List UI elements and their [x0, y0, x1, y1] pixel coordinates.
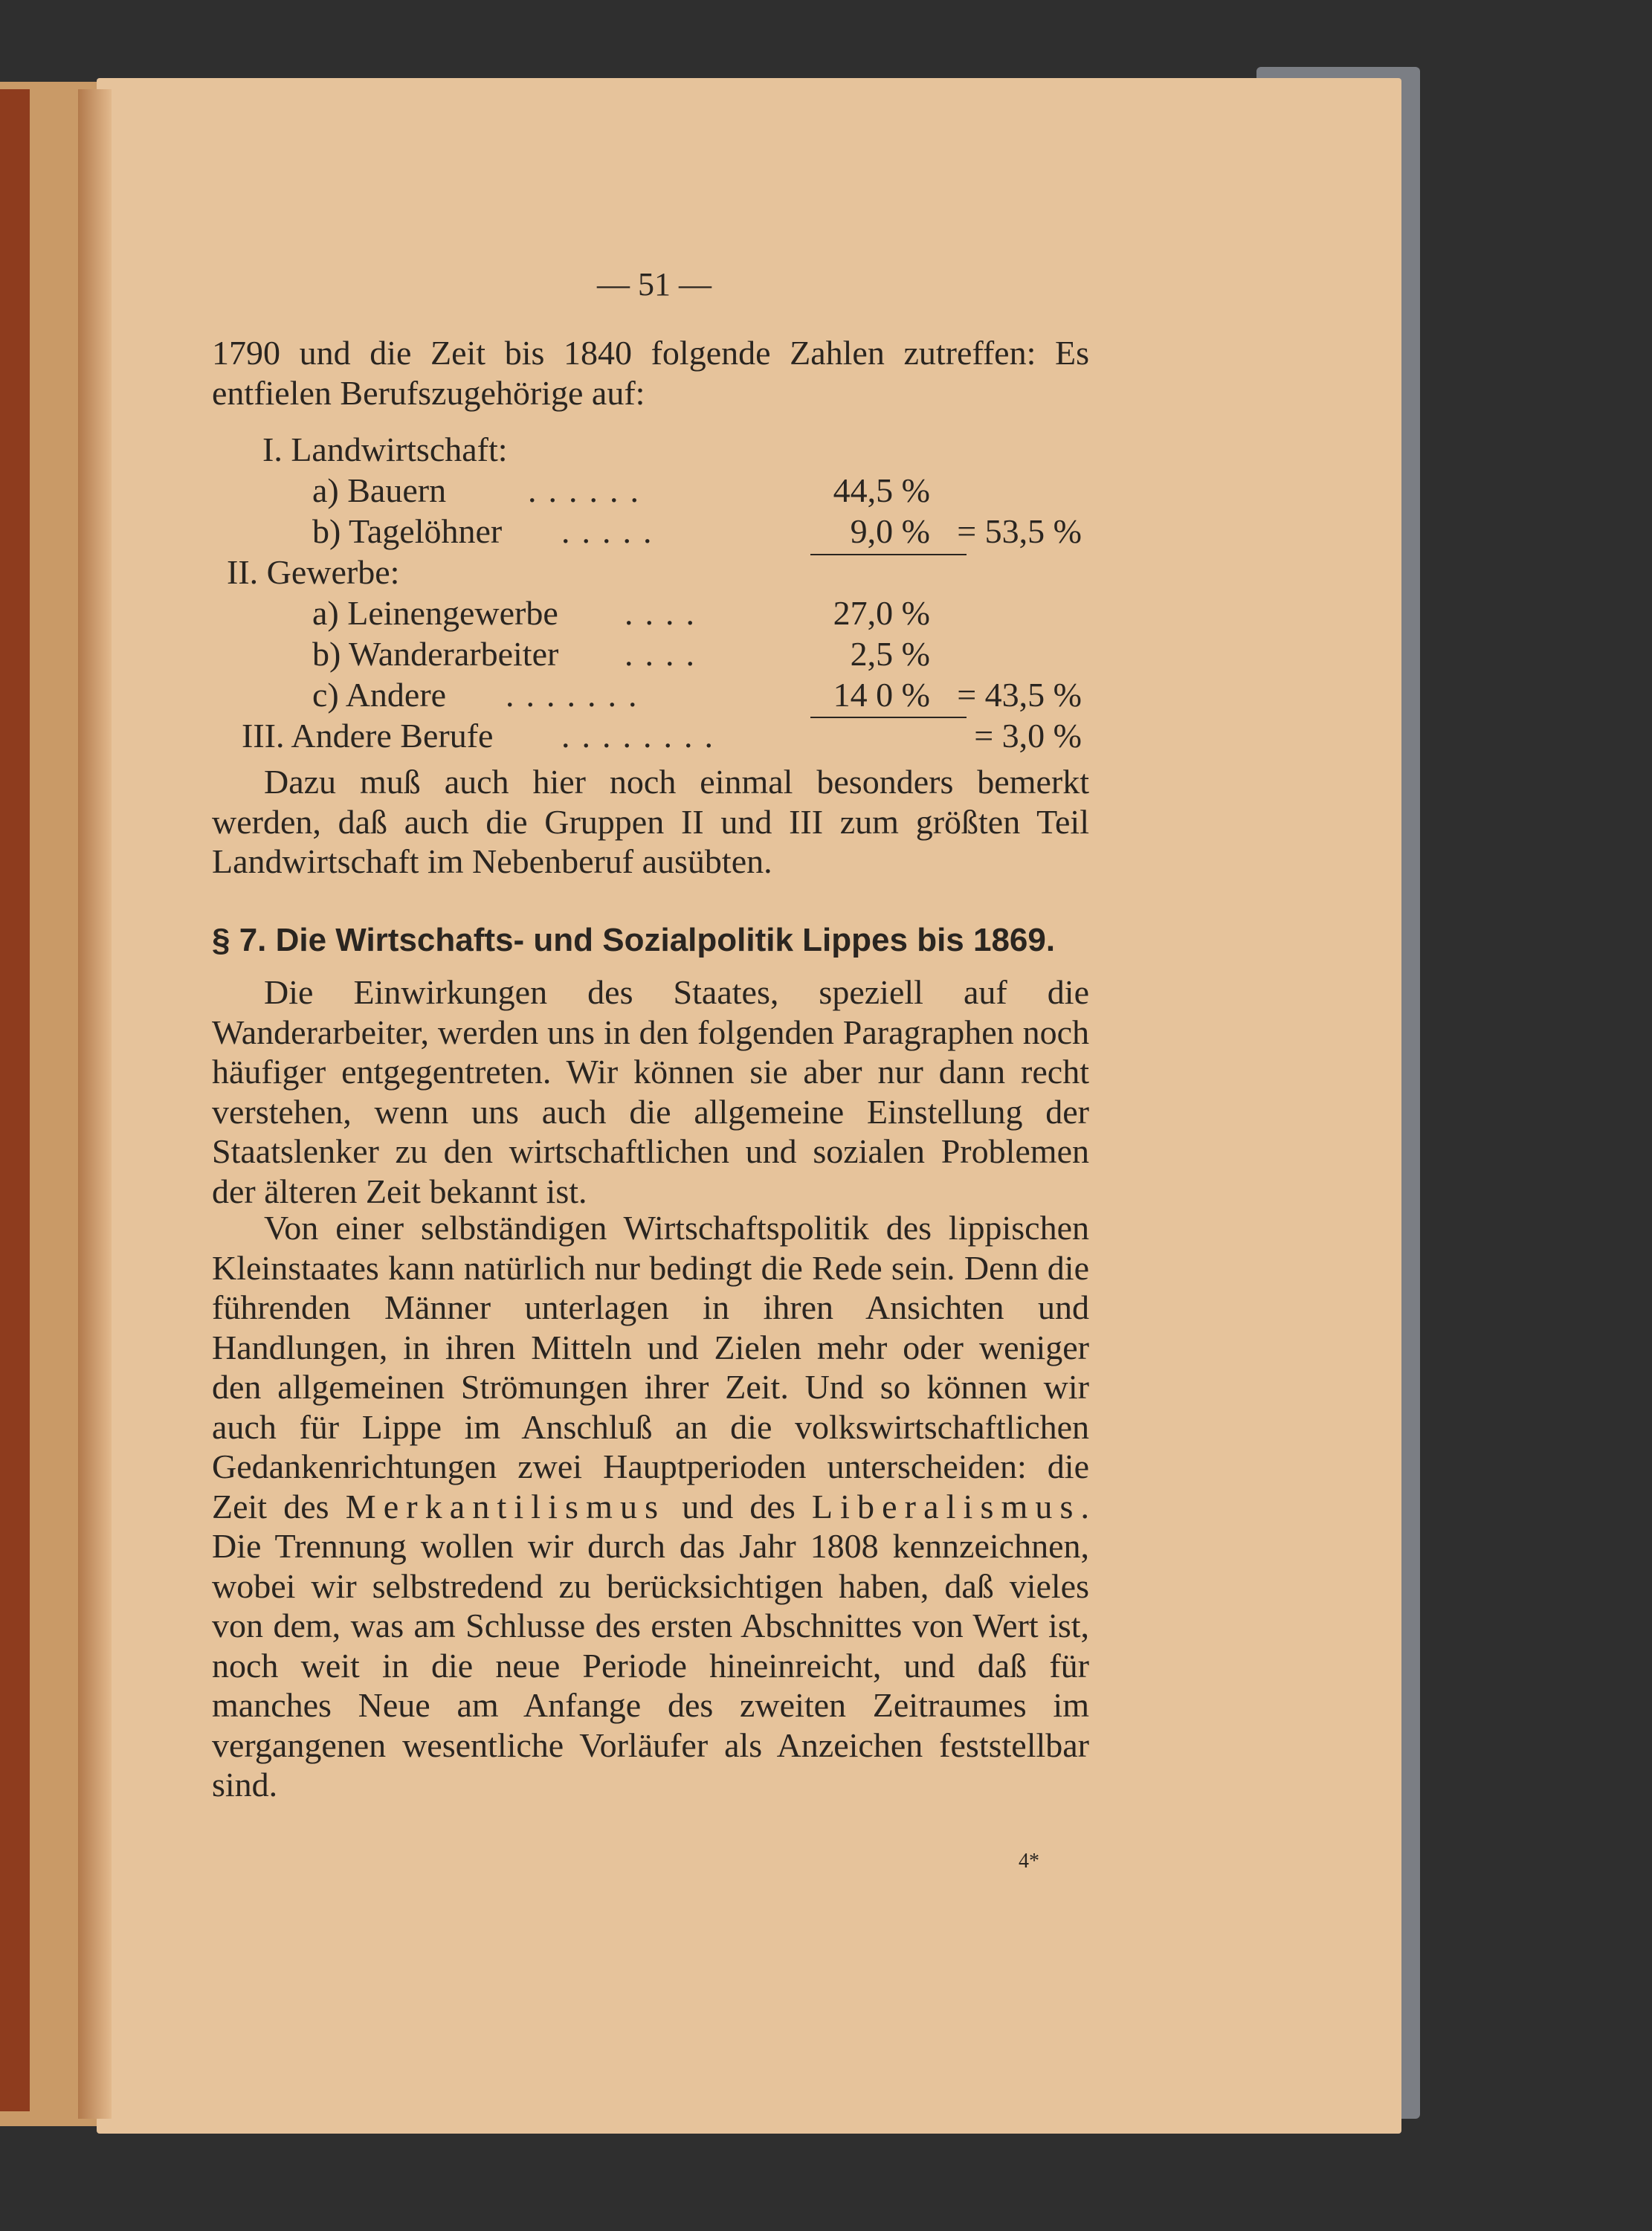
andere-value: 14 0 % — [833, 676, 930, 714]
group3-total: = 3,0 % — [974, 717, 1082, 755]
andere-label: c) Andere — [312, 676, 447, 714]
leader-dots: .... — [625, 594, 706, 632]
signature-mark: 4* — [1019, 1850, 1039, 1873]
group3-label: III. Andere Berufe — [242, 717, 494, 755]
table-row-wander — [212, 634, 1089, 674]
bauern-label: a) Bauern — [312, 471, 447, 509]
leader-dots: ........ — [561, 717, 725, 755]
intro-paragraph: 1790 und die Zeit bis 1840 folgende Zahlen zutreffen: Es entfielen Berufszugehörige auf: — [212, 334, 1089, 412]
liberalismus-term: Liberalismus — [811, 1487, 1081, 1525]
wander-value: 2,5 % — [850, 635, 930, 673]
merkantilismus-term: Merkantilismus — [345, 1487, 666, 1525]
von-einer-text-b: . Die Trennung wollen wir durch das Jahr 1808 kennzeichnen, wobei wir selbstredend zu berücksichtigen haben, daß vieles von dem, was am Schlusse des ersten Abschnittes von Wert ist, noch weit in die neue Periode hineinreicht, und daß für manches Neue am Anfange des zweiten Zeitraumes im vergangenen wesentliche Vorläufer als Anzeichen feststellbar sind. — [212, 1487, 1090, 1804]
table-row-group1 — [212, 430, 1089, 470]
einwirkungen-paragraph: Die Einwirkungen des Staates, speziell auf die Wanderarbeiter, werden uns in den folgenden Paragraphen noch häufiger entgegentreten. Wir können sie aber nur dann recht verstehen, wenn uns auch die allgemeine Einstellung der Staatslenker zu den wirtschaftlichen und sozialen Problemen der älteren Zeit bekannt ist. — [212, 973, 1089, 1210]
table-row-group2 — [212, 552, 1089, 593]
leader-dots: .... — [625, 635, 706, 673]
page-number: — 51 — — [597, 266, 712, 303]
group2-total: = 43,5 % — [957, 676, 1082, 714]
leader-dots: ..... — [561, 512, 664, 550]
tageloehner-label: b) Tagelöhner — [312, 512, 503, 550]
table-row-bauern — [212, 471, 1089, 511]
leader-dots: ...... — [528, 471, 651, 509]
section-heading: § 7. Die Wirtschafts- und Sozialpolitik Lippes bis 1869. — [212, 922, 1056, 958]
table-row-andere — [212, 675, 1089, 715]
tageloehner-value: 9,0 % — [850, 512, 930, 550]
wander-label: b) Wanderarbeiter — [312, 635, 559, 673]
group2-label: II. Gewerbe: — [227, 553, 400, 591]
group1-label: I. Landwirtschaft: — [262, 430, 508, 468]
leinen-label: a) Leinengewerbe — [312, 594, 558, 632]
group1-total: = 53,5 % — [957, 512, 1082, 550]
dazu-paragraph: Dazu muß auch hier noch einmal besonders bemerkt werden, daß auch die Gruppen II und III zum größten Teil Landwirtschaft im Nebenberuf ausübten. — [212, 763, 1089, 880]
und-des-text: und des — [682, 1487, 796, 1525]
table-row-group3 — [212, 716, 1089, 756]
leinen-value: 27,0 % — [833, 594, 930, 632]
von-einer-text-a: Von einer selbständigen Wirtschaftspolitik des lippischen Kleinstaates kann natürlich nur bedingt die Rede sein. Denn die führenden Männer unterlagen in ihren Ansichten und Handlungen, in ihren Mitteln und Zielen mehr oder weniger den allgemeinen Strömungen ihrer Zeit. Und so können wir auch für Lippe im Anschluß an die volkswirtschaftlichen Gedankenrichtungen zwei Hauptperioden unterscheiden: die Zeit des — [212, 1209, 1089, 1525]
leader-dots: ....... — [506, 676, 649, 714]
bauern-value: 44,5 % — [833, 471, 930, 509]
von-einer-paragraph — [212, 1208, 1089, 1805]
table-row-leinen — [212, 593, 1089, 633]
table-row-tageloehner — [212, 511, 1089, 552]
